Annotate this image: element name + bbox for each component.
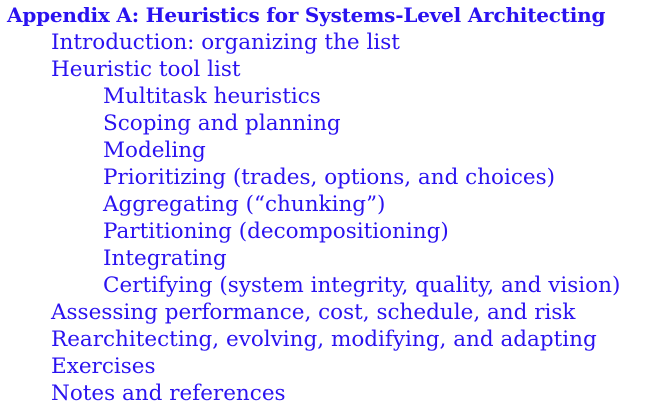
toc-link-multitask-heuristics[interactable]: Multitask heuristics — [103, 84, 321, 109]
toc-link-rearchitecting[interactable]: Rearchitecting, evolving, modifying, and adapting — [51, 327, 597, 352]
toc-link-assessing-performance[interactable]: Assessing performance, cost, schedule, and risk — [51, 300, 576, 325]
toc-link-certifying[interactable]: Certifying (system integrity, quality, and vision) — [103, 273, 621, 298]
toc-link-prioritizing[interactable]: Prioritizing (trades, options, and choices) — [103, 165, 556, 190]
toc-link-heuristic-tool-list[interactable]: Heuristic tool list — [51, 57, 241, 82]
toc-link-introduction[interactable]: Introduction: organizing the list — [51, 30, 400, 55]
toc-link-scoping-and-planning[interactable]: Scoping and planning — [103, 111, 341, 136]
toc-title-link[interactable]: Appendix A: Heuristics for Systems-Level Architecting — [7, 3, 606, 27]
table-of-contents — [0, 2, 668, 407]
toc-link-modeling[interactable]: Modeling — [103, 138, 206, 163]
toc-link-integrating[interactable]: Integrating — [103, 246, 227, 271]
toc-link-notes-and-references[interactable]: Notes and references — [51, 381, 286, 406]
toc-link-exercises[interactable]: Exercises — [51, 354, 156, 379]
toc-link-aggregating[interactable]: Aggregating (“chunking”) — [103, 192, 386, 217]
toc-link-partitioning[interactable]: Partitioning (decompositioning) — [103, 219, 449, 244]
